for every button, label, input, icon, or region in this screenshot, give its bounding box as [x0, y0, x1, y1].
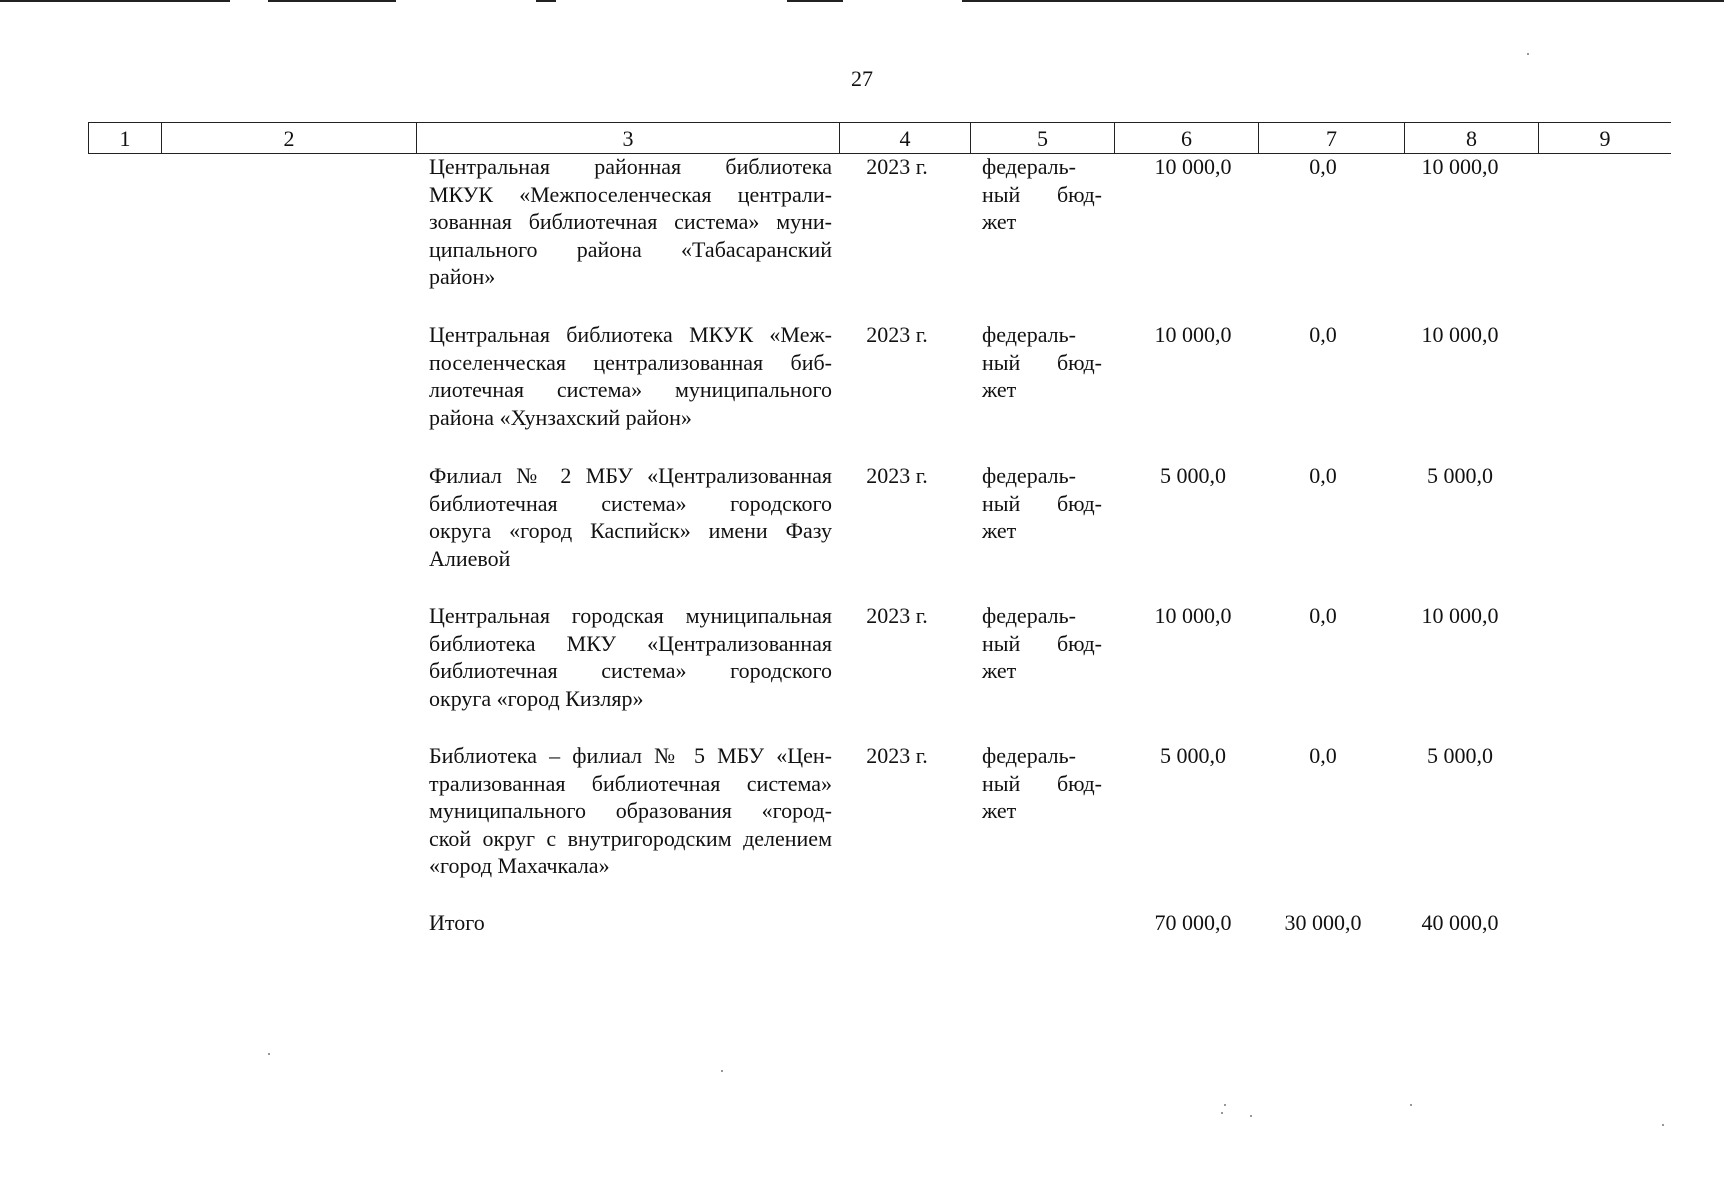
budget-line: ный бюд- [982, 770, 1102, 796]
description-line: библиотечная система» городского [429, 490, 832, 516]
amount-col8: 10 000,0 [1421, 322, 1499, 347]
scan-speck [268, 1053, 270, 1055]
description-line: библиотечная система» городского [429, 658, 832, 683]
scan-artifact-line [536, 0, 556, 2]
description-line: Центральная библиотека МКУК «Меж- [429, 322, 832, 347]
amount-col6: 10 000,0 [1154, 322, 1232, 347]
amount-col8: 5 000,0 [1427, 743, 1493, 768]
amount-col6: 10 000,0 [1154, 154, 1232, 179]
description-line: зованная библиотечная система» муни- [429, 209, 832, 234]
budget-line: ный бюд- [982, 181, 1102, 207]
budget-table [88, 122, 1671, 935]
column-header-7: 7 [1259, 123, 1405, 153]
description-line: Алиевой [429, 545, 511, 571]
amount-col6: 5 000,0 [1160, 743, 1226, 768]
library-description [429, 462, 832, 572]
budget-line: жет [982, 209, 1017, 234]
budget-line: федераль- [982, 322, 1076, 347]
amount-col7: 0,0 [1309, 603, 1337, 628]
amount-col6: 10 000,0 [1154, 603, 1232, 628]
scan-artifact-line [787, 0, 843, 2]
description-line: муниципального образования «город- [429, 798, 832, 823]
description-line: район» [429, 264, 496, 289]
description-line: ской округ с внутригородским делением [429, 825, 832, 851]
description-line: поселенческая централизованная биб- [429, 349, 832, 375]
library-description [429, 602, 832, 712]
budget-line: федераль- [982, 154, 1076, 179]
description-line: округа «город Каспийск» имени Фазу [429, 518, 832, 543]
description-line: Библиотека – филиал № 5 МБУ «Цен- [429, 743, 832, 768]
column-header-9: 9 [1599, 126, 1611, 151]
description-line: Филиал № 2 МБУ «Централизованная [429, 463, 832, 488]
column-header-8: 8 [1405, 123, 1539, 153]
year-cell: 2023 г. [866, 603, 928, 628]
budget-source-cell [982, 602, 1102, 685]
column-header-1: 1 [88, 123, 162, 153]
budget-source-cell [982, 742, 1102, 825]
total-col8: 40 000,0 [1421, 910, 1499, 935]
budget-line: жет [982, 798, 1017, 823]
scan-speck [1221, 1112, 1223, 1114]
table-header-row [88, 122, 1671, 154]
scan-speck [1224, 1104, 1226, 1106]
budget-line: ный бюд- [982, 349, 1102, 375]
column-header-3: 3 [417, 123, 840, 153]
description-line: трализованная библиотечная система» [429, 770, 832, 796]
amount-col7: 0,0 [1309, 743, 1337, 768]
scan-speck [1410, 1104, 1412, 1106]
amount-col8: 10 000,0 [1421, 603, 1499, 628]
amount-col8: 5 000,0 [1427, 463, 1493, 488]
amount-col7: 0,0 [1309, 322, 1337, 347]
library-description [429, 742, 832, 880]
scan-speck [1662, 1124, 1664, 1126]
budget-line: федераль- [982, 603, 1076, 628]
description-line: Центральная городская муниципальная [429, 603, 832, 628]
year-cell: 2023 г. [866, 322, 928, 347]
column-header-6: 6 [1115, 123, 1259, 153]
scan-artifact-line [962, 0, 1724, 2]
amount-col7: 0,0 [1309, 463, 1337, 488]
year-cell: 2023 г. [866, 154, 928, 179]
year-cell: 2023 г. [866, 463, 928, 488]
scan-speck [1527, 53, 1529, 55]
scan-speck [1250, 1115, 1252, 1117]
scan-artifact-line [0, 0, 230, 2]
scan-speck [721, 1070, 723, 1072]
budget-line: ный бюд- [982, 630, 1102, 656]
budget-source-cell [982, 321, 1102, 404]
budget-line: жет [982, 518, 1017, 543]
amount-col8: 10 000,0 [1421, 154, 1499, 179]
library-description [429, 153, 832, 291]
total-col7: 30 000,0 [1284, 910, 1362, 935]
description-line: библиотека МКУ «Централизованная [429, 630, 832, 656]
amount-col7: 0,0 [1309, 154, 1337, 179]
budget-line: жет [982, 377, 1017, 402]
budget-line: федераль- [982, 743, 1076, 768]
description-line: МКУК «Межпоселенческая централи- [429, 181, 832, 207]
description-line: ципального района «Табасаранский [429, 236, 832, 262]
budget-source-cell [982, 462, 1102, 545]
budget-line: федераль- [982, 463, 1076, 488]
scan-artifact-line [268, 0, 396, 2]
description-line: лиотечная система» муниципального [429, 377, 832, 402]
description-line: Центральная районная библиотека [429, 154, 832, 179]
budget-line: жет [982, 658, 1017, 683]
description-line: округа «город Кизляр» [429, 685, 644, 711]
page-number: 27 [851, 66, 873, 91]
budget-source-cell [982, 153, 1102, 236]
column-header-5: 5 [971, 123, 1115, 153]
total-col6: 70 000,0 [1154, 910, 1232, 935]
amount-col6: 5 000,0 [1160, 463, 1226, 488]
year-cell: 2023 г. [866, 743, 928, 768]
budget-line: ный бюд- [982, 490, 1102, 516]
column-header-2: 2 [162, 123, 417, 153]
library-description [429, 321, 832, 431]
description-line: «город Махачкала» [429, 853, 610, 878]
total-label: Итого [429, 910, 485, 935]
column-header-4: 4 [840, 123, 971, 153]
description-line: района «Хунзахский район» [429, 404, 692, 430]
